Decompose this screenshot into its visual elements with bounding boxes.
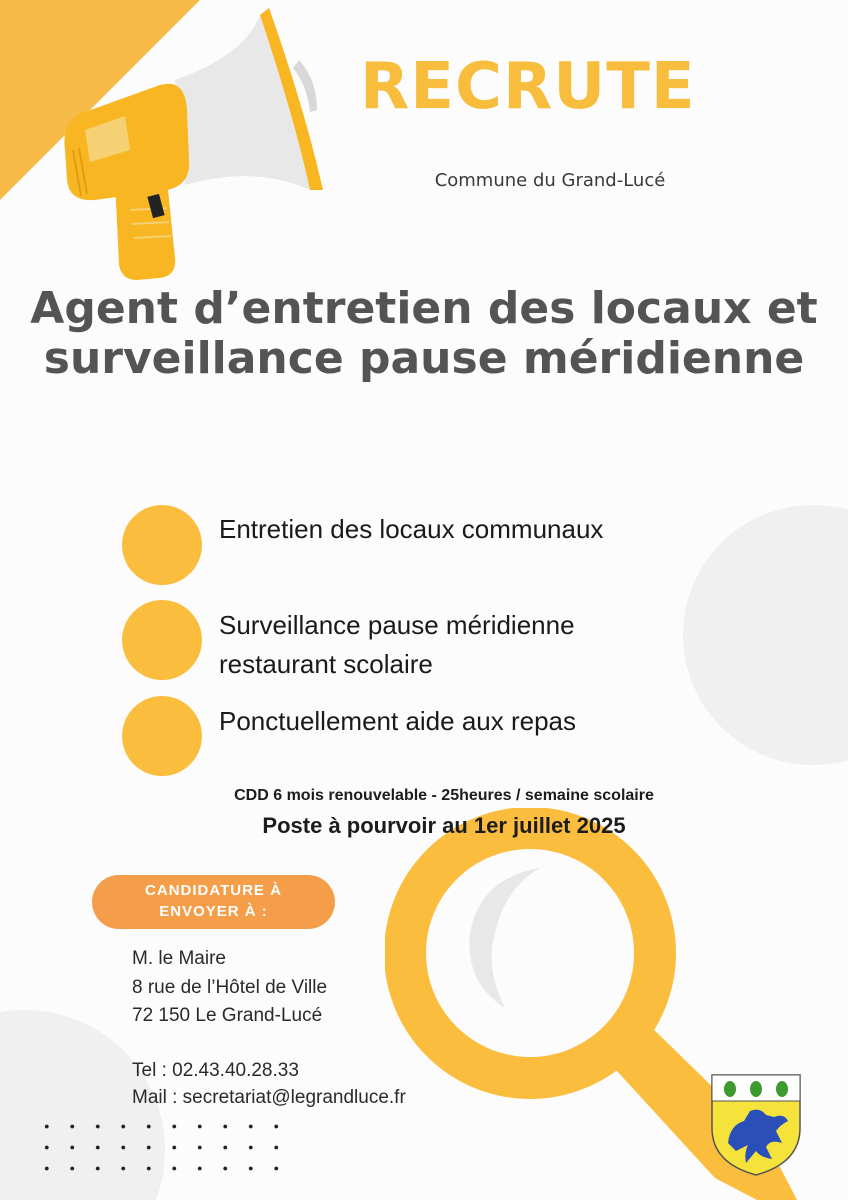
background-circle xyxy=(683,505,848,765)
duty-item-line: restaurant scolaire xyxy=(219,649,433,679)
contact-email: Mail : secretariat@legrandluce.fr xyxy=(132,1087,406,1108)
headline: RECRUTE xyxy=(360,50,696,124)
job-title xyxy=(0,284,848,384)
megaphone-icon xyxy=(55,0,335,285)
bullet-dot xyxy=(122,600,202,680)
contact-street: 8 rue de l’Hôtel de Ville xyxy=(132,977,328,998)
duty-item: Ponctuellement aide aux repas xyxy=(219,706,577,736)
job-title-line: Agent d’entretien des locaux et xyxy=(30,283,818,334)
contact-phone: Tel : 02.43.40.28.33 xyxy=(132,1060,299,1081)
organization-name: Commune du Grand-Lucé xyxy=(434,170,666,191)
coat-of-arms-icon xyxy=(710,1073,802,1177)
contact-recipient: M. le Maire xyxy=(132,948,226,969)
application-badge xyxy=(92,875,335,929)
contract-terms: CDD 6 mois renouvelable - 25heures / semaine scolaire xyxy=(234,787,654,804)
dot-grid xyxy=(44,1124,294,1184)
duty-item xyxy=(219,606,575,684)
duty-item-line: Surveillance pause méridienne xyxy=(219,610,575,640)
bullet-dot xyxy=(122,505,202,585)
application-badge-line: ENVOYER À : xyxy=(159,903,268,920)
bullet-dot xyxy=(122,696,202,776)
start-date: Poste à pourvoir au 1er juillet 2025 xyxy=(262,813,626,838)
contact-city: 72 150 Le Grand-Lucé xyxy=(132,1005,323,1026)
application-badge-line: CANDIDATURE À xyxy=(145,882,282,899)
job-title-line: surveillance pause méridienne xyxy=(43,333,805,384)
duty-item: Entretien des locaux communaux xyxy=(219,514,604,544)
